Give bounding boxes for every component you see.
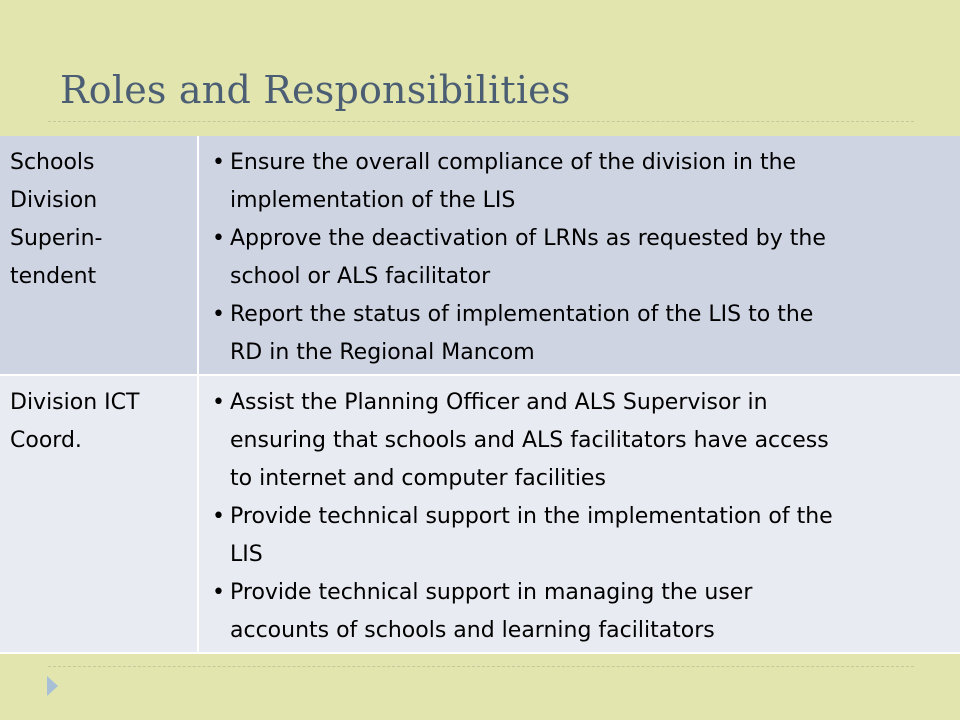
role-line: Division ICT [10,390,140,415]
duty-line: school or ALS facilitator [230,264,491,289]
duty-item [209,144,950,220]
duty-item [209,574,950,650]
roles-table [0,136,960,654]
duty-line: • Provide technical support in managing the user [230,580,753,605]
duty-line: accounts of schools and learning facilitators [230,618,715,643]
duty-line: ensuring that schools and ALS facilitators have access [230,428,829,453]
duty-item [209,296,950,372]
role-cell [0,375,198,653]
role-line: tendent [10,264,97,289]
table-row [0,375,960,653]
role-cell [0,136,198,375]
duty-line: • Approve the deactivation of LRNs as requested by the [230,226,826,251]
duty-line: • Ensure the overall compliance of the division in the [230,150,797,175]
duty-list [209,384,950,650]
role-line: Superin- [10,226,103,251]
duty-item [209,498,950,574]
role-line: Division [10,188,98,213]
duty-list [209,144,950,372]
duty-line: • Report the status of implementation of the LIS to the [230,302,814,327]
role-line: Coord. [10,428,82,453]
duty-line: implementation of the LIS [230,188,516,213]
duty-item [209,384,950,498]
duty-line: LIS [230,542,263,567]
duties-cell [198,375,960,653]
table-row [0,136,960,375]
footer-divider [48,666,914,667]
duties-cell [198,136,960,375]
role-line: Schools [10,150,95,175]
duty-line: RD in the Regional Mancom [230,340,535,365]
duty-line: • Assist the Planning Officer and ALS Supervisor in [230,390,768,415]
duty-line: to internet and computer facilities [230,466,606,491]
duty-item [209,220,950,296]
duty-line: • Provide technical support in the implementation of the [230,504,833,529]
slide-title: Roles and Responsibilities [60,68,571,112]
title-divider [48,121,914,122]
play-arrow-icon [47,676,58,696]
